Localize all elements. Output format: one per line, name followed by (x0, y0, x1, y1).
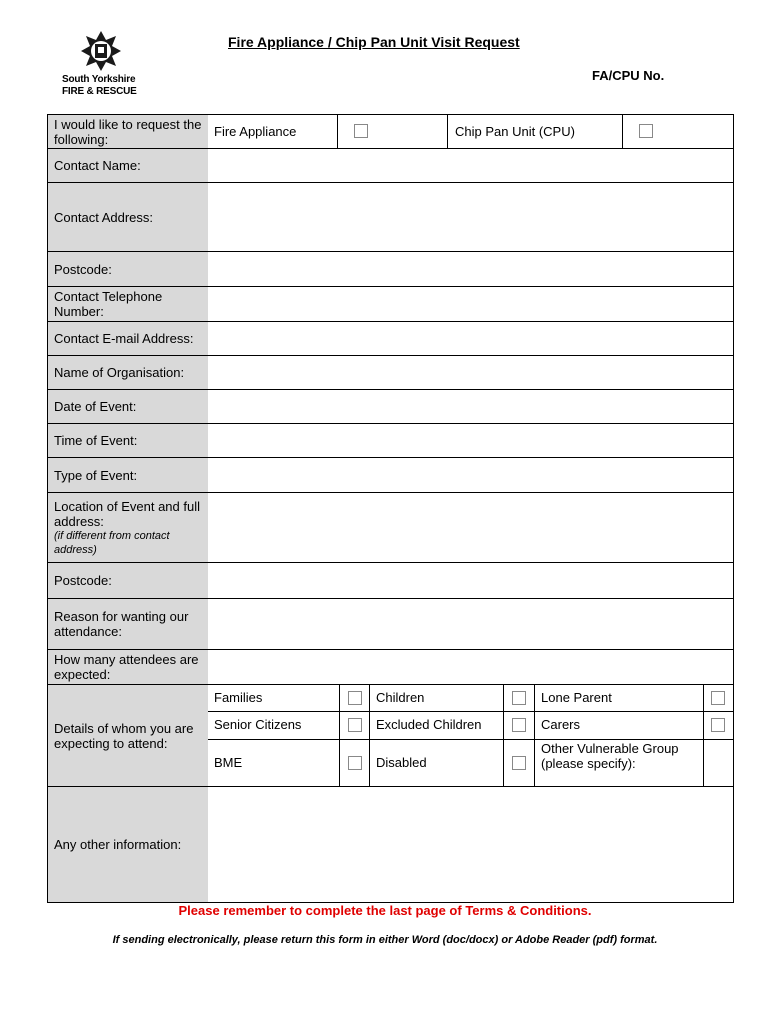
telephone-label-text: Contact Telephone Number: (54, 289, 163, 319)
senior-citizens-checkbox[interactable] (348, 718, 362, 732)
visit-request-form (47, 114, 734, 903)
request-label-text: I would like to request the following: (54, 116, 202, 147)
lone-parent-checkbox[interactable] (711, 691, 725, 705)
other-vulnerable-group-label: Other Vulnerable Group (please specify): (541, 741, 679, 771)
organisation-label-text: Name of Organisation: (54, 365, 185, 380)
event-postcode-field[interactable] (208, 562, 734, 599)
chip-pan-unit-checkbox[interactable] (639, 124, 653, 138)
senior-citizens-label: Senior Citizens (214, 717, 302, 732)
attendees-field[interactable] (208, 649, 734, 685)
event-time-label (47, 423, 209, 458)
organisation-label (47, 355, 209, 390)
email-label (47, 321, 209, 356)
other-information-label-text: Any other information: (54, 837, 182, 852)
request-label (47, 114, 209, 149)
contact-address-label (47, 182, 209, 252)
contact-address-field[interactable] (208, 182, 734, 252)
form-title: Fire Appliance / Chip Pan Unit Visit Request (228, 34, 520, 50)
chip-pan-unit-label: Chip Pan Unit (CPU) (455, 124, 575, 139)
other-information-field[interactable] (208, 786, 734, 903)
event-time-field[interactable] (208, 423, 734, 458)
organisation-field[interactable] (208, 355, 734, 390)
telephone-field[interactable] (208, 286, 734, 322)
event-postcode-label-text: Postcode: (54, 573, 112, 588)
audience-options-grid (208, 684, 734, 787)
return-format-note: If sending electronically, please return this form in either Word (doc/docx) or Adobe Reader (pdf) format. (112, 934, 658, 946)
event-date-field[interactable] (208, 389, 734, 424)
event-location-field[interactable] (208, 492, 734, 563)
terms-reminder: Please remember to complete the last page of Terms & Conditions. (178, 903, 592, 918)
disabled-checkbox[interactable] (512, 756, 526, 770)
families-checkbox[interactable] (348, 691, 362, 705)
event-date-label (47, 389, 209, 424)
event-location-note: (if different from contact address) (54, 529, 170, 556)
excluded-children-label: Excluded Children (376, 717, 482, 732)
excluded-children-checkbox[interactable] (512, 718, 526, 732)
telephone-label (47, 286, 209, 322)
children-label: Children (376, 690, 425, 705)
carers-label: Carers (541, 717, 581, 732)
event-type-field[interactable] (208, 457, 734, 493)
other-information-label (47, 786, 209, 903)
event-postcode-label (47, 562, 209, 599)
event-date-label-text: Date of Event: (54, 399, 137, 414)
event-type-label (47, 457, 209, 493)
families-label: Families (214, 690, 263, 705)
event-location-label (47, 492, 209, 563)
email-field[interactable] (208, 321, 734, 356)
organisation-name-line1: South Yorkshire (62, 74, 136, 85)
attendees-label (47, 649, 209, 685)
postcode-label (47, 251, 209, 287)
event-type-label-text: Type of Event: (54, 467, 138, 483)
reference-number-label: FA/CPU No. (592, 68, 665, 83)
audience-label (47, 684, 209, 787)
organisation-name-line2: FIRE & RESCUE (62, 86, 137, 97)
bme-label: BME (214, 755, 243, 770)
children-checkbox[interactable] (512, 691, 526, 705)
contact-address-label-text: Contact Address: (54, 209, 153, 225)
reason-field[interactable] (208, 598, 734, 650)
email-label-text: Contact E-mail Address: (54, 331, 194, 346)
event-location-label-text: Location of Event and full address: (54, 498, 200, 529)
contact-name-field[interactable] (208, 148, 734, 183)
contact-name-label-text: Contact Name: (54, 158, 141, 173)
bme-checkbox[interactable] (348, 756, 362, 770)
contact-name-label (47, 148, 209, 183)
event-time-label-text: Time of Event: (54, 433, 138, 448)
postcode-label-text: Postcode: (54, 261, 112, 277)
lone-parent-label: Lone Parent (541, 690, 612, 705)
fire-rescue-crest-logo (80, 30, 122, 72)
disabled-label: Disabled (376, 755, 427, 770)
attendees-label-text: How many attendees are expected: (54, 652, 199, 682)
request-options-row (208, 114, 734, 149)
reason-label-text: Reason for wanting our attendance: (54, 609, 189, 639)
reason-label (47, 598, 209, 650)
fire-appliance-label: Fire Appliance (214, 124, 297, 139)
carers-checkbox[interactable] (711, 718, 725, 732)
audience-label-text: Details of whom you are expecting to attend: (54, 720, 194, 751)
fire-appliance-checkbox[interactable] (354, 124, 368, 138)
postcode-field[interactable] (208, 251, 734, 287)
